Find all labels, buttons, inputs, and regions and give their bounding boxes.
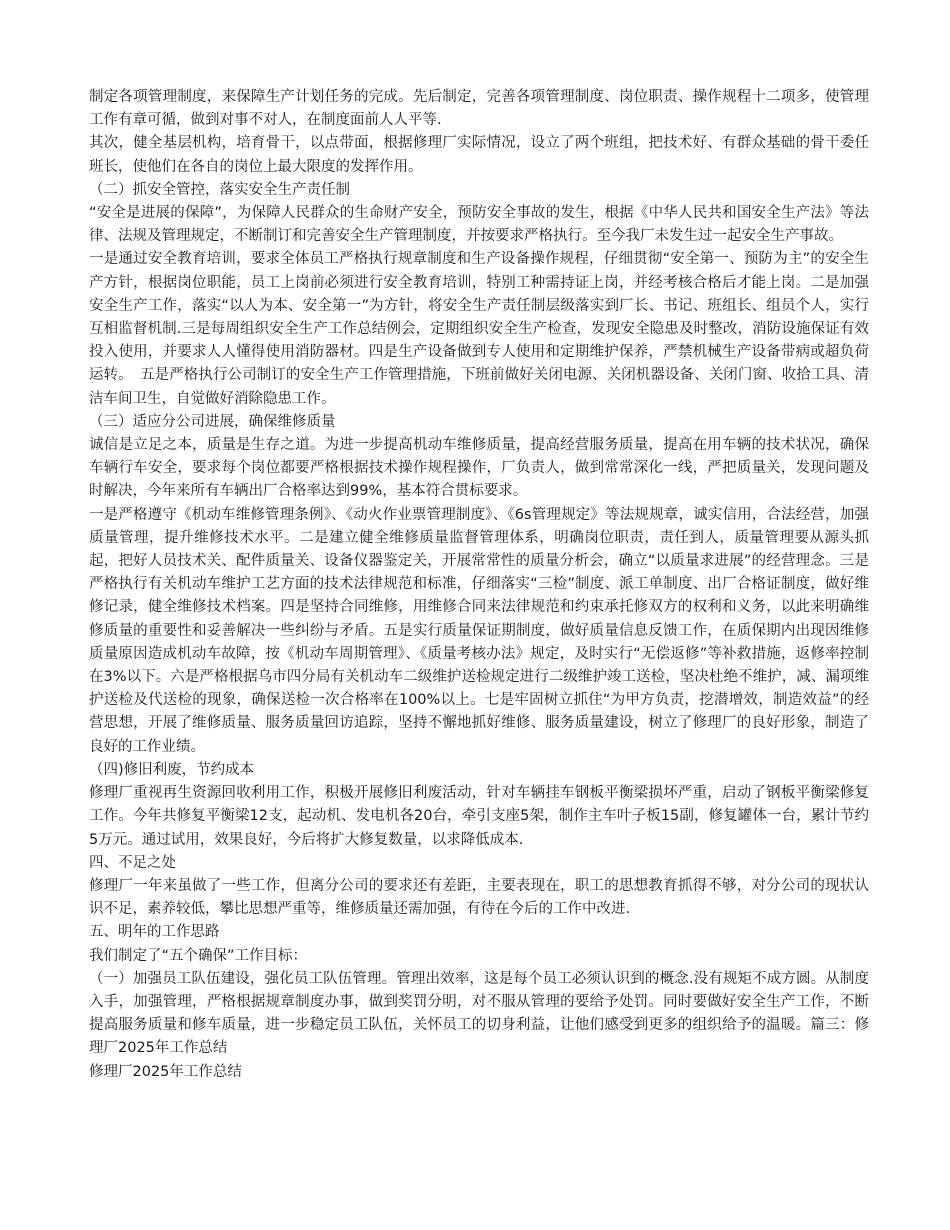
section-heading: （四)修旧利废，节约成本 (89, 761, 255, 778)
paragraph: 一是通过安全教育培训，要求全体员工严格执行规章制度和生产设备操作规程，仔细贯彻“安全第一、预防为主”的安全生产方针，根据岗位职能，员工上岗前必须进行安全教育培训，特别工种需持证上岗，并经考核合格后才能上岗。二是加强安全生产工作，落实“以人为本、安全第一”为方针，将安全生产责任制层级落实到厂长、书记、班组长、组员个人，实行互相监督机制.三是每周组织安全生产工作总结例会，定期组织安全生产检查，发现安全隐患及时整改，消防设施保证有效投入使用，并要求人人懂得使用消防器材。四是生产设备做到专人使用和定期维护保养，严禁机械生产设备带病或超负荷运转。 五是严格执行公司制订的安全生产工作管理措施，下班前做好关闭电源、关闭机器设备、关闭门窗、收拾工具、清洁车间卫生，自觉做好消除隐患工作。 (89, 251, 869, 407)
paragraph: 我们制定了“五个确保”工作目标： (89, 947, 308, 964)
section-heading: （三）适应分公司进展，确保维修质量 (89, 413, 336, 430)
document-title-line: 修理厂2025年工作总结 (89, 1063, 242, 1080)
section-heading: 四、不足之处 (89, 854, 176, 871)
section-heading: 五、明年的工作思路 (89, 924, 220, 941)
paragraph: 诚信是立足之本，质量是生存之道。为进一步提高机动车维修质量，提高经营服务质量，提高在用车辆的技术状况，确保车辆行车安全，要求每个岗位都要严格根据技术操作规程操作，厂负责人，做到常常深化一线，严把质量关，发现问题及时解决，今年来所有车辆出厂合格率达到99%，基本符合贯标要求。 (89, 437, 869, 500)
paragraph: 其次，健全基层机构，培育骨干，以点带面，根据修理厂实际情况，设立了两个班组，把技术好、有群众基础的骨干委任班长，使他们在各自的岗位上最大限度的发挥作用。 (89, 135, 869, 175)
paragraph: 修理厂一年来虽做了一些工作，但离分公司的要求还有差距，主要表现在，职工的思想教育抓得不够，对分公司的现状认识不足，素养较低，攀比思想严重等，维修质量还需加强，有待在今后的工作中改进. (89, 877, 869, 918)
paragraph: 制定各项管理制度，来保障生产计划任务的完成。先后制定，完善各项管理制度、岗位职责、操作规程十二项多，使管理工作有章可循，做到对事不对人，在制度面前人人平等. (89, 89, 869, 129)
paragraph: （一）加强员工队伍建设，强化员工队伍管理。管理出效率，这是每个员工必须认识到的概念.没有规矩不成方圆。从制度入手，加强管理，严格根据规章制度办事，做到奖罚分明，对不服从管理的要给予处罚。同时要做好安全生产工作，不断提高服务质量和修车质量，进一步稳定员工队伍，关怀员工的切身利益，让他们感受到更多的组织给予的温暖。篇三：修理厂2025年工作总结 (89, 970, 869, 1057)
section-heading: （二）抓安全管控，落实安全生产责任制 (89, 181, 350, 198)
paragraph: 一是严格遵守《机动车维修管理条例》、《动火作业票管理制度》、《6s管理规定》等法规规章，诚实信用，合法经营，加强质量管理，提升维修技术水平。二是建立健全维修质量监督管理体系，明确岗位职责，责任到人，质量管理要从源头抓起，把好人员技术关、配件质量关、设备仪器鉴定关，开展常常性的质量分析会，确立“以质量求进展”的经营理念。三是严格执行有关机动车维护工艺方面的技术法律规范和标准，仔细落实“三检”制度、派工单制度、出厂合格证制度，做好维修记录，健全维修技术档案。四是坚持合同维修，用维修合同来法律规范和约束承托修双方的权利和义务，以此来明确维修质量的重要性和妥善解决一些纠纷与矛盾。五是实行质量保证期制度，做好质量信息反馈工作，在质保期内出现因维修质量原因造成机动车故障，按《机动车周期管理》、《质量考核办法》规定，及时实行“无偿返修”等补救措施，返修率控制在3%以下。六是严格根据乌市四分局有关机动车二级维护送检规定进行二级维护竣工送检，坚决杜绝不维护，减、漏项维护送检及代送检的现象，确保送检一次合格率在100%以上。七是牢固树立抓住“为甲方负责，挖潜增效，制造效益”的经营思想，开展了维修质量、服务质量回访追踪，坚持不懈地抓好维修、服务质量建设，树立了修理厂的良好形象，制造了良好的工作业绩。 (89, 506, 869, 755)
paragraph: “安全是进展的保障”，为保障人民群众的生命财产安全，预防安全事故的发生，根据《中华人民共和国安全生产法》等法律、法规及管理规定，不断制订和完善安全生产管理制度，并按要求严格执行。至今我厂未发生过一起安全生产事故。 (89, 205, 869, 245)
paragraph: 修理厂重视再生资源回收利用工作，积极开展修旧利废活动，针对车辆挂车钢板平衡梁损坏严重，启动了钢板平衡梁修复工作。今年共修复平衡梁12支，起动机、发电机各20台，牵引支座5架，制作主车叶子板15副，修复罐体一台，累计节约5万元。通过试用，效果良好，今后将扩大修复数量，以求降低成本. (89, 785, 869, 848)
document-body (89, 86, 869, 1084)
